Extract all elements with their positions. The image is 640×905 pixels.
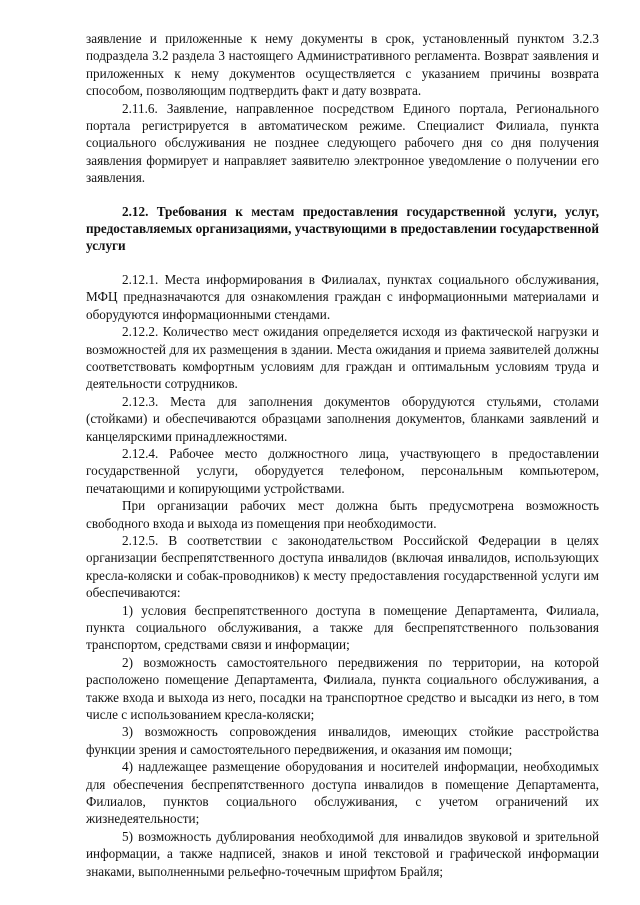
paragraph-2-12-2: 2.12.2. Количество мест ожидания определяется исходя из фактической нагрузки и возможностей для их размещения в здании. Места ожидания и приема заявителей должны соответствовать комфортным условиям для граждан и оптимальным условиям труда и деятельности сотрудников. xyxy=(86,324,599,392)
paragraph-2-12-4: 2.12.4. Рабочее место должностного лица, участвующего в предоставлении государственной услуги, оборудуется телефоном, персональным компьютером, печатающими и копирующими устройствами. xyxy=(86,445,599,496)
list-item-5: 5) возможность дублирования необходимой для инвалидов звуковой и зрительной информации, а также надписей, знаков и иной текстовой и графической информации знаками, выполненными рельефно-точечным шрифтом Брайля; xyxy=(86,828,599,879)
paragraph-2-12-5: 2.12.5. В соответствии с законодательством Российской Федерации в целях организации беспрепятственного доступа инвалидов (включая инвалидов, использующих кресла-коляски и собак-проводников) к месту предоставления государственной услуги им обеспечиваются: xyxy=(86,532,599,601)
paragraph-2-11-6: 2.11.6. Заявление, направленное посредством Единого портала, Регионального портала регистрируется в автоматическом режиме. Специалист Филиала, пункта социального обслуживания не позднее следующего рабочего дня со дня получения заявления формирует и направляет заявителю электронное уведомление о получении его заявления. xyxy=(86,100,599,186)
paragraph-2-12-1: 2.12.1. Места информирования в Филиалах, пунктах социального обслуживания, МФЦ предназначаются для ознакомления граждан с информационными материалами и оборудуются информационными стендами. xyxy=(86,271,599,322)
list-item-4: 4) надлежащее размещение оборудования и носителей информации, необходимых для обеспечения беспрепятственного доступа инвалидов в помещение Департамента, Филиалов, пунктов социального обслуживания, с учетом ограничений их жизнедеятельности; xyxy=(86,759,599,827)
list-item-1: 1) условия беспрепятственного доступа в помещение Департамента, Филиала, пункта социального обслуживания, а также для беспрепятственного пользования транспортом, средствами связи и информации; xyxy=(86,602,599,653)
list-item-2: 2) возможность самостоятельного передвижения по территории, на которой расположено помещение Департамента, Филиала, пункта социального обслуживания, а также входа и выхода из него, посадки на транспортное средство и высадки из него, в том числе с использованием кресла-коляски; xyxy=(86,654,599,723)
list-item-3: 3) возможность сопровождения инвалидов, имеющих стойкие расстройства функции зрения и самостоятельного передвижения, и оказания им помощи; xyxy=(86,724,599,757)
paragraph-2-12-3: 2.12.3. Места для заполнения документов оборудуются стульями, столами (стойками) и обеспечиваются образцами заполнения документов, бланками заявлений и канцелярскими принадлежностями. xyxy=(86,393,599,444)
paragraph-continuation: заявление и приложенные к нему документы в срок, установленный пунктом 3.2.3 подраздела 3.2 раздела 3 настоящего Административного регламента. Возврат заявления и приложенных к нему документов осуществляется с указанием причины возврата способом, позволяющим подтвердить факт и дату возврата. xyxy=(86,31,599,99)
section-heading-2-12: 2.12. Требования к местам предоставления государственной услуги, услуг, предоставляемых организациями, участвующими в предоставлении государственной услуги xyxy=(86,203,599,254)
paragraph-workplace-access: При организации рабочих мест должна быть предусмотрена возможность свободного входа и выхода из помещения при необходимости. xyxy=(86,498,599,531)
document-page xyxy=(86,30,599,880)
